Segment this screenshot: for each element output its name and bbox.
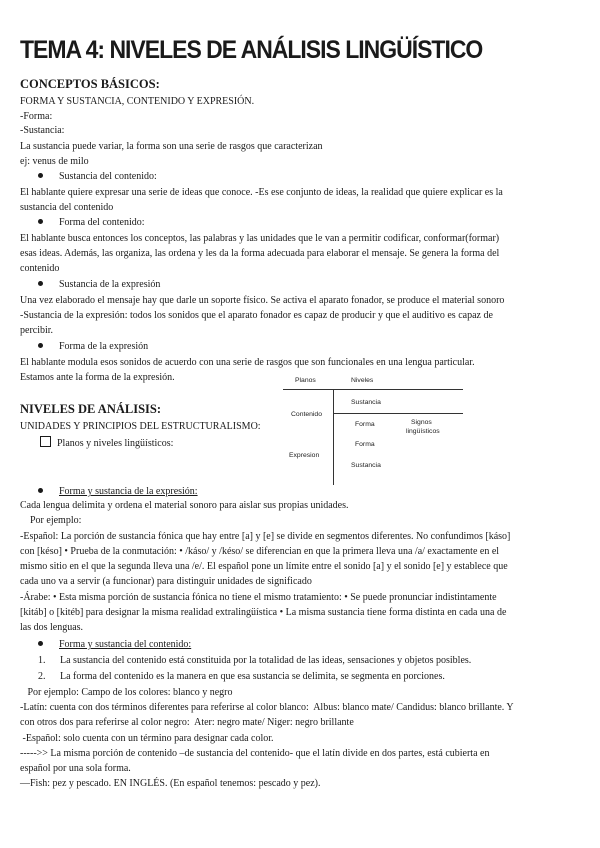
subheading: UNIDADES Y PRINCIPIOS DEL ESTRUCTURALISMO: xyxy=(20,421,261,432)
diagram-label: Expresion xyxy=(289,452,320,459)
checkbox-item: Planos y niveles lingüísticos: xyxy=(40,436,173,450)
diagram-label: Contenido xyxy=(291,411,322,418)
page-title: TEMA 4: NIVELES DE ANÁLISIS LINGÜÍSTICO xyxy=(20,36,483,64)
numbered-item: 2. La forma del contenido es la manera en que esa sustancia se delimita, se segmenta en porciones. xyxy=(38,671,445,682)
section-heading-niveles: NIVELES DE ANÁLISIS: xyxy=(20,402,162,416)
bullet-item: Forma de la expresión xyxy=(38,340,148,353)
text-line: mismo sitio en el que la segunda lleva una /e/. El español pone un límite entre el sonido [a] y el sonido [e] y establece que xyxy=(20,561,508,572)
text-line: -Español: La porción de sustancia fónica que hay entre [a] y [e] se divide en segmentos diferentes. No confundimos [káso] xyxy=(20,531,511,542)
text-line: Por ejemplo: Campo de los colores: blanco y negro xyxy=(20,687,233,698)
diagram-label: Sustancia xyxy=(351,399,381,406)
bullet-dot-icon xyxy=(38,281,43,286)
text-line: ej: venus de milo xyxy=(20,156,89,167)
section-heading-conceptos: CONCEPTOS BÁSICOS: xyxy=(20,77,160,91)
diagram-label: Niveles xyxy=(351,377,374,384)
text-line: cada uno va a servir (a funcionar) para distinguir unidades de significado xyxy=(20,576,312,587)
diagram-label: Sustancia xyxy=(351,462,381,469)
text-line: -Latín: cuenta con dos términos diferentes para referirse al color blanco: Albus: blanco mate/ Candidus: blanco brillante. Y xyxy=(20,702,514,713)
text-line: con [késo] • Prueba de la conmutación: • /káso/ y /késo/ se diferencian en que la primera lleva una /a/ exactamente en el xyxy=(20,546,500,557)
text-line: -Sustancia de la expresión: todos los sonidos que el aparato fonador es capaz de producir y que el auditivo es capaz de xyxy=(20,310,493,321)
text-line: Estamos ante la forma de la expresión. xyxy=(20,372,175,383)
text-line: [kitáb] o [kitéb] para designar la misma realidad extralingüística • La misma sustancia tiene forma distinta en cada una de xyxy=(20,607,507,618)
text-line: -Español: solo cuenta con un término para designar cada color. xyxy=(20,733,274,744)
diagram-label: lingüísticos xyxy=(406,428,440,435)
text-line: Por ejemplo: xyxy=(20,515,82,526)
text-line: las dos lenguas. xyxy=(20,622,84,633)
text-line: Cada lengua delimita y ordena el material sonoro para aislar sus propias unidades. xyxy=(20,500,349,511)
text-line: español por una sola forma. xyxy=(20,763,131,774)
diagram-label: Forma xyxy=(355,421,375,428)
text-line: percibir. xyxy=(20,325,54,336)
text-line: Una vez elaborado el mensaje hay que darle un soporte físico. Se activa el aparato fonador, se produce el material sonoro xyxy=(20,295,505,306)
bullet-item: Forma y sustancia del contenido: xyxy=(38,638,191,651)
text-line: El hablante quiere expresar una serie de ideas que conoce. -Es ese conjunto de ideas, la realidad que quiere explicar es la xyxy=(20,187,503,198)
bullet-dot-icon xyxy=(38,343,43,348)
text-line: El hablante modula esos sonidos de acuerdo con una serie de rasgos que son funcionales en una lengua particular. xyxy=(20,357,475,368)
text-line: con otros dos para referirse al color negro: Ater: negro mate/ Niger: negro brillante xyxy=(20,717,354,728)
diagram-divider xyxy=(283,389,463,390)
bullet-item: Sustancia de la expresión xyxy=(38,278,160,291)
text-line: FORMA Y SUSTANCIA, CONTENIDO Y EXPRESIÓN. xyxy=(20,96,255,107)
text-line: esas ideas. Además, las organiza, las ordena y les da la forma adecuada para elaborar el mensaje. Se genera la forma del xyxy=(20,248,500,259)
planos-niveles-diagram xyxy=(283,375,463,485)
bullet-dot-icon xyxy=(38,173,43,178)
diagram-label: Planos xyxy=(295,377,316,384)
numbered-item: 1. La sustancia del contenido está constituida por la totalidad de las ideas, sensaciones y objetos posibles. xyxy=(38,655,472,666)
text-line: La sustancia puede variar, la forma son una serie de rasgos que caracterizan xyxy=(20,141,323,152)
bullet-item: Forma y sustancia de la expresión: xyxy=(38,485,198,498)
text-line: El hablante busca entonces los conceptos, las palabras y las unidades que le van a permitir codificar, conformar(formar) xyxy=(20,233,500,244)
bullet-dot-icon xyxy=(38,488,43,493)
bullet-dot-icon xyxy=(38,641,43,646)
bullet-item: Forma del contenido: xyxy=(38,216,145,229)
diagram-label: Forma xyxy=(355,441,375,448)
diagram-divider xyxy=(333,413,463,414)
text-line: -Forma: xyxy=(20,111,53,122)
text-line: sustancia del contenido xyxy=(20,202,114,213)
text-line: —Fish: pez y pescado. EN INGLÉS. (En español tenemos: pescado y pez). xyxy=(20,778,321,789)
bullet-item: Sustancia del contenido: xyxy=(38,170,157,183)
text-line: -Árabe: • Esta misma porción de sustancia fónica no tiene el mismo tratamiento: • Se puede pronunciar indistintamente xyxy=(20,592,497,603)
text-line: ----->> La misma porción de contenido –de sustancia del contenido- que el latín divide en dos partes, está cubierta en xyxy=(20,748,490,759)
text-line: -Sustancia: xyxy=(20,125,65,136)
diagram-label: Signos xyxy=(411,419,432,426)
bullet-dot-icon xyxy=(38,219,43,224)
text-line: contenido xyxy=(20,263,60,274)
diagram-divider xyxy=(333,390,334,485)
checkbox-icon xyxy=(40,436,51,447)
